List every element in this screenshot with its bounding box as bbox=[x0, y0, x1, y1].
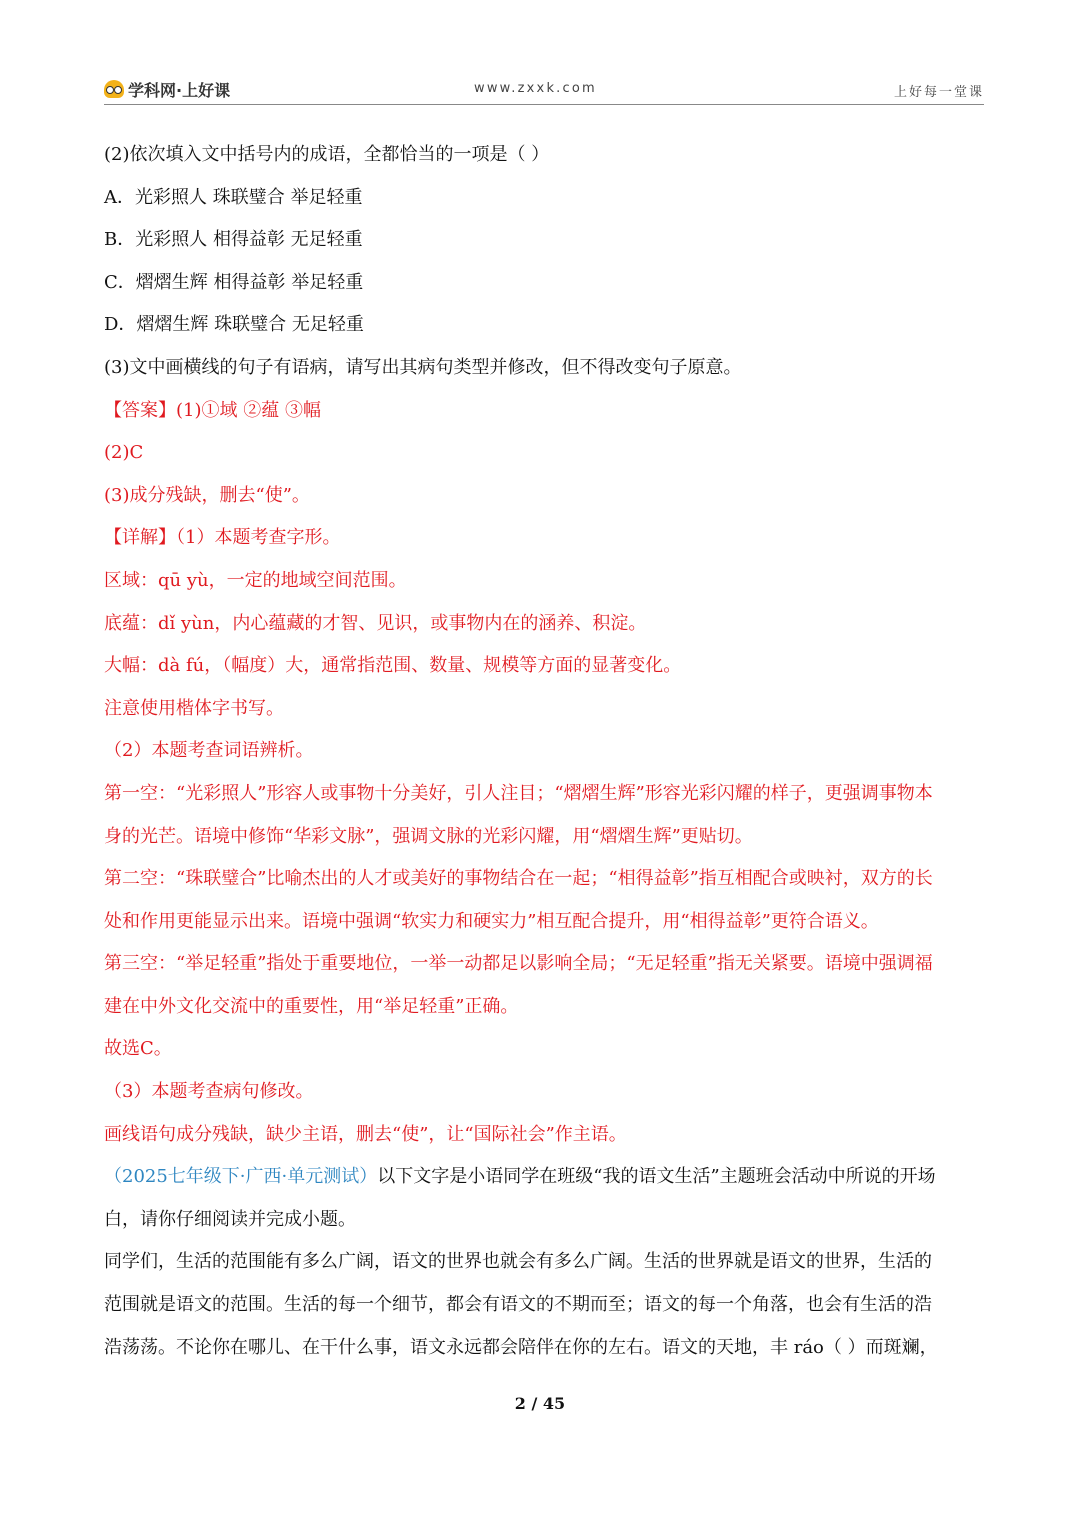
option-letter: A． bbox=[104, 186, 135, 208]
page-number: 2 / 45 bbox=[514, 1394, 566, 1413]
explanation-line: 建在中外文化交流中的重要性，用“举足轻重”正确。 bbox=[104, 995, 519, 1017]
explanation-line: 第三空：“举足轻重”指处于重要地位，一举一动都足以影响全局；“无足轻重”指无关紧要。语境中强调福 bbox=[104, 953, 933, 975]
passage-line: 同学们，生活的范围能有多么广阔，语文的世界也就会有多么广阔。生活的世界就是语文的世界，生活的 bbox=[104, 1251, 932, 1273]
site-url: www.zxxk.com bbox=[474, 81, 597, 96]
passage-line: 范围就是语文的范围。生活的每一个细节，都会有语文的不期而至；语文的每一个角落，也会有生活的浩 bbox=[104, 1294, 932, 1316]
page-header bbox=[104, 74, 984, 105]
answer-line-1: 【答案】(1)①域 ②蕴 ③幅 bbox=[104, 399, 321, 421]
option-b bbox=[104, 219, 980, 262]
option-letter: B． bbox=[104, 229, 136, 251]
explanation-line: （2）本题考查词语辨析。 bbox=[104, 740, 314, 762]
explanation-line: 注意使用楷体字书写。 bbox=[104, 697, 284, 719]
question-2-stem: (2)依次填入文中括号内的成语，全都恰当的一项是（ ） bbox=[104, 144, 550, 165]
intro-text: 以下文字是小语同学在班级“我的语文生活”主题班会活动中所说的开场 bbox=[377, 1166, 936, 1188]
explanation-line: 大幅：dà fú，（幅度）大，通常指范围、数量、规模等方面的显著变化。 bbox=[104, 655, 682, 677]
explanation-line: 【详解】（1）本题考查字形。 bbox=[104, 527, 341, 549]
next-question-intro-cont: 白，请你仔细阅读并完成小题。 bbox=[104, 1208, 356, 1230]
question-3-stem: (3)文中画横线的句子有语病，请写出其病句类型并修改，但不得改变句子原意。 bbox=[104, 356, 742, 378]
passage-line: 浩荡荡。不论你在哪儿、在干什么事，语文永远都会陪伴在你的左右。语文的天地，丰 ráo（ ）而斑斓， bbox=[104, 1336, 938, 1358]
option-d bbox=[104, 304, 980, 347]
explanation-line: 处和作用更能显示出来。语境中强调“软实力和硬实力”相互配合提升，用“相得益彰”更符合语义。 bbox=[104, 910, 879, 932]
option-text: 光彩照人 珠联璧合 举足轻重 bbox=[135, 186, 363, 208]
document-body bbox=[104, 134, 980, 1369]
explanation-line: 画线语句成分残缺，缺少主语，删去“使”，让“国际社会”作主语。 bbox=[104, 1123, 627, 1145]
explanation-line: 故选C。 bbox=[104, 1038, 172, 1060]
answer-line-3: (3)成分残缺，删去“使”。 bbox=[104, 484, 310, 506]
next-question-intro bbox=[104, 1156, 980, 1199]
header-slogan: 上好每一堂课 bbox=[893, 85, 984, 100]
answer-line-2: (2)C bbox=[104, 442, 144, 464]
option-a bbox=[104, 177, 980, 220]
explanation-line: 区域：qū yù，一定的地域空间范围。 bbox=[104, 569, 407, 591]
option-text: 光彩照人 相得益彰 无足轻重 bbox=[135, 229, 363, 251]
option-letter: C． bbox=[104, 271, 136, 293]
owl-logo-icon bbox=[104, 80, 124, 98]
explanation-line: 第一空：“光彩照人”形容人或事物十分美好，引人注目；“熠熠生辉”形容光彩闪耀的样子，更强调事物本 bbox=[104, 782, 933, 804]
explanation-line: （3）本题考查病句修改。 bbox=[104, 1081, 314, 1103]
option-text: 熠熠生辉 珠联璧合 无足轻重 bbox=[136, 314, 364, 336]
logo bbox=[104, 78, 230, 100]
question-source: （2025七年级下·广西·单元测试） bbox=[104, 1166, 378, 1188]
option-c bbox=[104, 262, 980, 305]
option-letter: D． bbox=[104, 314, 137, 336]
explanation-line: 第二空：“珠联璧合”比喻杰出的人才或美好的事物结合在一起；“相得益彰”指互相配合或映衬，双方的长 bbox=[104, 868, 933, 890]
explanation-line: 底蕴：dǐ yùn，内心蕴藏的才智、见识，或事物内在的涵养、积淀。 bbox=[104, 612, 647, 634]
explanation-line: 身的光芒。语境中修饰“华彩文脉”，强调文脉的光彩闪耀，用“熠熠生辉”更贴切。 bbox=[104, 825, 753, 847]
option-text: 熠熠生辉 相得益彰 举足轻重 bbox=[135, 271, 364, 293]
logo-text: 学科网·上好课 bbox=[128, 80, 231, 100]
